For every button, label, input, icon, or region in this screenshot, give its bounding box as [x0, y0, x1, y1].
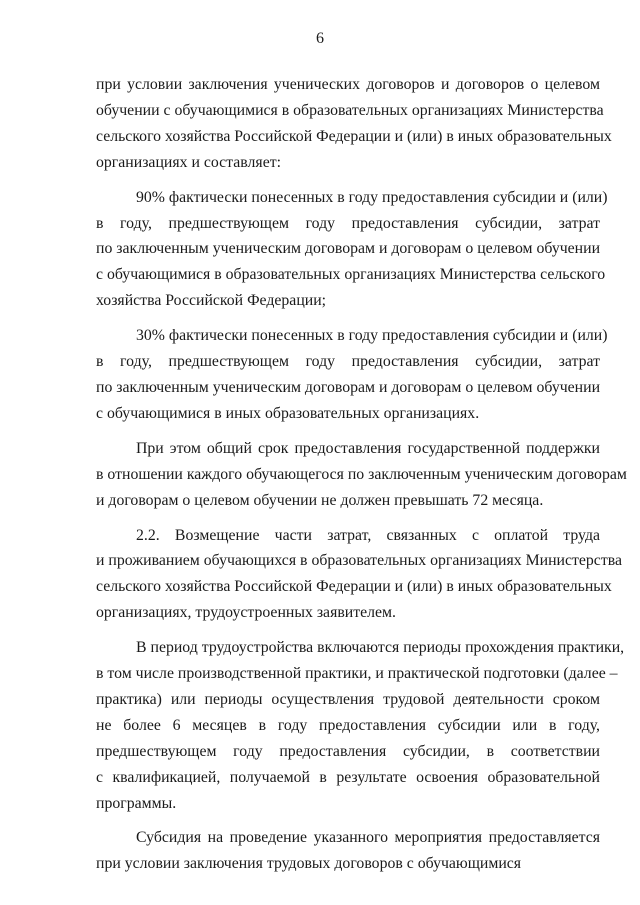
text-line: В период трудоустройства включаются периоды прохождения практики, [136, 639, 625, 657]
text-line: и договорам о целевом обучении не должен превышать 72 месяца. [96, 491, 544, 509]
paragraph [96, 635, 625, 816]
page-number: 6 [316, 30, 324, 47]
text-line: при условии заключения трудовых договоров с обучающимися [96, 855, 522, 873]
text-line: сельского хозяйства Российской Федерации и (или) в иных образовательных [96, 127, 612, 145]
text-line: 30% фактически понесенных в году предоставления субсидии и (или) [136, 327, 608, 345]
text-line: предшествующем году предоставления субсидии, в соответствии [96, 742, 600, 760]
document-body [96, 72, 627, 886]
text-line: практика) или периоды осуществления трудовой деятельности сроком [96, 690, 600, 708]
paragraph [96, 436, 627, 514]
paragraph [96, 323, 608, 427]
text-line: с обучающимися в иных образовательных организациях. [96, 404, 480, 422]
text-line: программы. [96, 794, 177, 812]
text-line: обучении с обучающимися в образовательных организациях Министерства [96, 101, 604, 119]
text-line: с квалификацией, получаемой в результате освоения образовательной [96, 768, 600, 786]
text-line: 90% фактически понесенных в году предоставления субсидии и (или) [136, 188, 608, 206]
text-line: в отношении каждого обучающегося по заключенным ученическим договорам [96, 465, 627, 483]
text-line: в году, предшествующем году предоставления субсидии, затрат [96, 353, 600, 371]
text-line: и проживанием обучающихся в образовательных организациях Министерства [96, 552, 622, 570]
text-line: при условии заключения ученических договоров и договоров о целевом [96, 76, 600, 93]
paragraph [96, 523, 622, 627]
text-line: При этом общий срок предоставления государственной поддержки [136, 439, 600, 457]
text-line: с обучающимися в образовательных организациях Министерства сельского [96, 266, 606, 284]
text-line: организациях и составляет: [96, 153, 281, 171]
text-line: в том числе производственной практики, и практической подготовки (далее – [96, 665, 618, 683]
paragraph [96, 72, 612, 176]
text-line: не более 6 месяцев в году предоставления субсидии или в году, [96, 716, 600, 734]
paragraph [96, 825, 600, 877]
text-line: по заключенным ученическим договорам и договорам о целевом обучении [96, 378, 601, 396]
text-line: организациях, трудоустроенных заявителем. [96, 604, 397, 622]
text-line: 2.2. Возмещение части затрат, связанных с оплатой труда [136, 526, 600, 544]
text-line: в году, предшествующем году предоставления субсидии, затрат [96, 214, 600, 232]
paragraph [96, 185, 608, 315]
text-line: Субсидия на проведение указанного мероприятия предоставляется [136, 829, 600, 847]
text-line: по заключенным ученическим договорам и договорам о целевом обучении [96, 240, 601, 258]
text-line: сельского хозяйства Российской Федерации и (или) в иных образовательных [96, 578, 612, 596]
text-line: хозяйства Российской Федерации; [96, 292, 327, 310]
